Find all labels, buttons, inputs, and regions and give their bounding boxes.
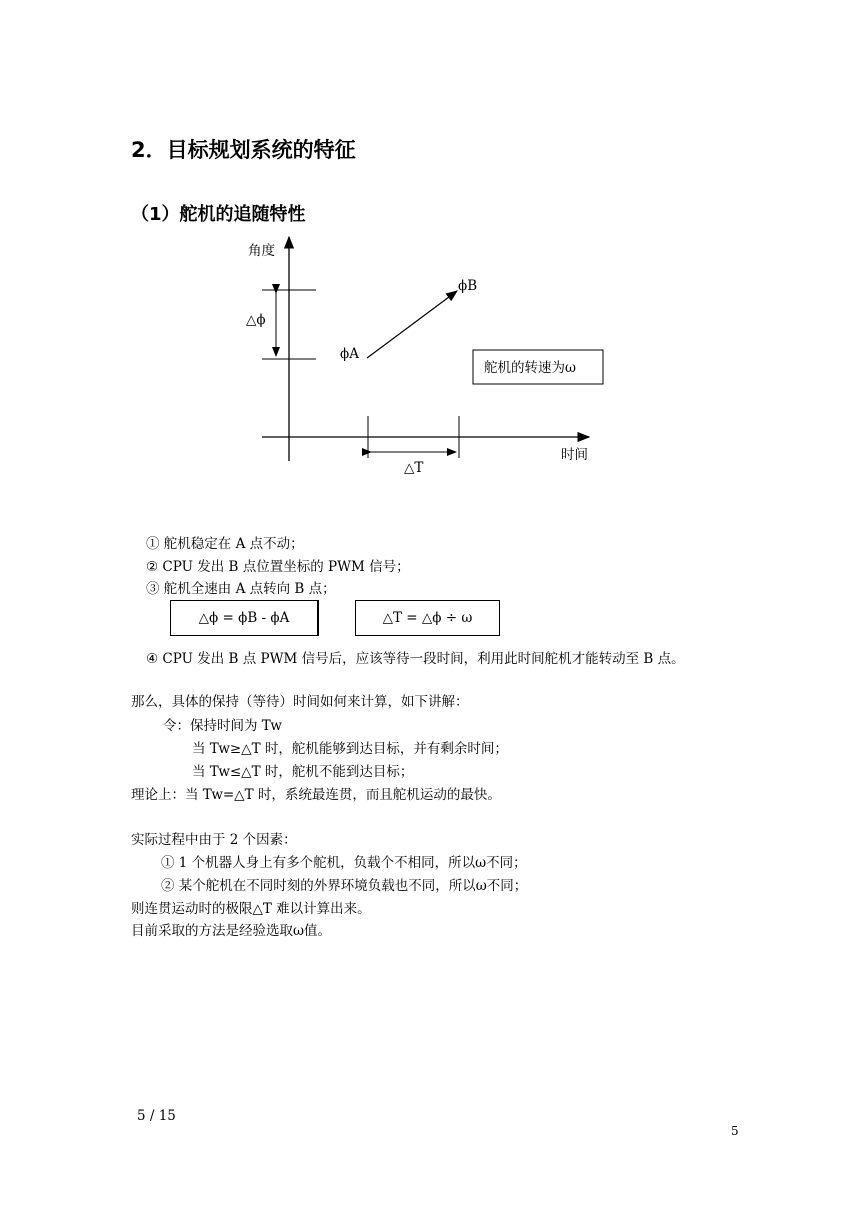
para2-factor1: ① 1 个机器人身上有多个舵机，负载个不相同，所以ω不同； (161, 855, 527, 871)
point-b-label: ϕB (458, 278, 478, 294)
servo-diagram (0, 225, 868, 525)
a-to-b-arrow (367, 291, 457, 358)
para1-case1: 当 Tw≥△T 时，舵机能够到达目标，并有剩余时间； (192, 741, 508, 757)
formula-delta-t: △T = △ϕ ÷ ω (355, 600, 500, 636)
subsection-heading: （1）舵机的追随特性 (131, 204, 306, 225)
speed-box-label: 舵机的转速为ω (484, 360, 577, 376)
para2-conclusion2: 目前采取的方法是经验选取ω值。 (131, 923, 332, 939)
x-axis-label: 时间 (561, 447, 588, 463)
para1-intro: 那么，具体的保持（等待）时间如何来计算，如下讲解： (131, 694, 469, 710)
step-2: ② CPU 发出 B 点位置坐标的 PWM 信号； (146, 559, 410, 575)
page-counter: 5 / 15 (137, 1108, 176, 1124)
para2-conclusion1: 则连贯运动时的极限△T 难以计算出来。 (131, 901, 371, 917)
y-axis-label: 角度 (248, 243, 275, 259)
para2-intro: 实际过程中由于 2 个因素： (131, 832, 297, 848)
delta-phi-label: △ϕ (246, 312, 266, 328)
para1-case2: 当 Tw≤△T 时，舵机不能到达目标； (192, 764, 414, 780)
para1-theory: 理论上：当 Tw=△T 时，系统最连贯，而且舵机运动的最快。 (131, 787, 501, 803)
section-heading: 2．目标规划系统的特征 (131, 138, 356, 162)
para1-let: 令：保持时间为 Tw (163, 718, 282, 734)
para2-factor2: ② 某个舵机在不同时刻的外界环境负载也不同，所以ω不同； (161, 878, 528, 894)
point-a-label: ϕA (340, 346, 359, 362)
page-number: 5 (731, 1124, 739, 1138)
delta-t-label: △T (404, 460, 424, 476)
step-4: ④ CPU 发出 B 点 PWM 信号后，应该等待一段时间，利用此时间舵机才能转动至 B 点。 (146, 651, 685, 667)
step-3: ③ 舵机全速由 A 点转向 B 点； (146, 581, 336, 597)
step-1: ① 舵机稳定在 A 点不动； (146, 536, 304, 552)
formula-delta-phi: △ϕ = ϕB - ϕA (170, 600, 319, 636)
